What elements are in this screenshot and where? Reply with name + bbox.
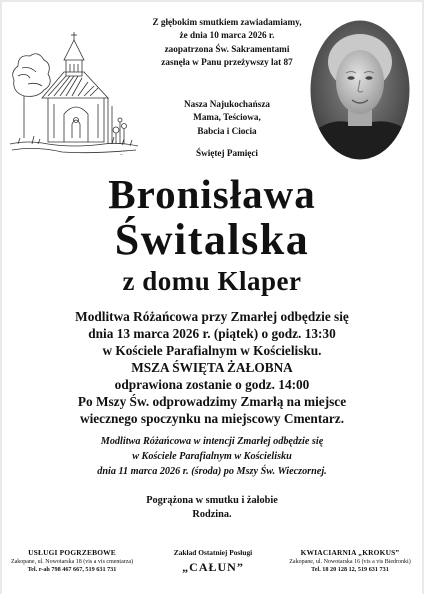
announcement-line: wiecznego spoczynku na miejscowy Cmentarz. xyxy=(79,411,345,426)
footer-right-address: Zakopane, ul. Nowotarska 16 (vis a vis Biedronki) xyxy=(289,559,411,565)
artist-signature: ~ xyxy=(120,153,123,158)
chapel-illustration xyxy=(8,26,140,158)
announcement-line: MSZA ŚWIĘTA ŻAŁOBNA xyxy=(131,360,293,375)
rosary-note xyxy=(22,435,402,479)
footer-left-phone: Tel. r-ah 798 467 667, 519 631 731 xyxy=(27,566,117,573)
relation-line: Babcia i Ciocia xyxy=(197,125,257,136)
relations-text xyxy=(152,98,302,138)
intro-line: zasnęła w Panu przeżywszy lat 87 xyxy=(161,57,293,68)
footer-funeral-services xyxy=(4,548,140,573)
footer-florist xyxy=(280,548,420,573)
rosary-line: dnia 11 marca 2026 r. (środa) po Mszy Św. Wieczornej. xyxy=(97,465,327,477)
announcement-line: w Kościele Parafialnym w Kościelisku. xyxy=(102,343,322,358)
intro-text xyxy=(142,16,312,70)
announcement-line: Po Mszy Św. odprowadzimy Zmarłą na miejsce xyxy=(77,394,347,409)
relation-line: Nasza Najukochańsza xyxy=(183,99,270,109)
intro-line: Z głębokim smutkiem zawiadamiamy, xyxy=(152,17,302,27)
footer-left-address: Zakopane, ul. Nowotarska 18 (vis a vis cmentarza) xyxy=(10,559,134,565)
intro-line: zaopatrzona Św. Sakramentami xyxy=(164,43,290,54)
portrait-photo xyxy=(308,18,412,162)
footer-middle-name: „CAŁUN” xyxy=(182,560,244,574)
first-name: Bronisława xyxy=(108,171,316,217)
footer-left-name: USŁUGI POGRZEBOWE xyxy=(28,548,116,557)
memory-text: Świętej Pamięci xyxy=(196,148,258,158)
maiden-name: z domu Klaper xyxy=(122,266,302,296)
rosary-line: Modlitwa Różańcowa w intencji Zmarłej odbędzie się xyxy=(100,436,324,447)
footer-right-phone: Tel. 18 20 128 12, 519 631 731 xyxy=(311,566,389,573)
relation-line: Mama, Teściowa, xyxy=(193,112,261,123)
intro-line: że dnia 10 marca 2026 r. xyxy=(179,30,275,41)
signature-line: Pogrążona w smutku i żałobie xyxy=(146,495,278,506)
footer-funeral-home xyxy=(148,548,278,575)
footer-right-name: KWIACIARNIA „KROKUS” xyxy=(300,548,400,557)
rosary-line: w Kościele Parafialnym w Kościelisku xyxy=(132,450,292,462)
obituary-sheet xyxy=(2,2,422,594)
funeral-announcement xyxy=(12,308,412,427)
family-signature xyxy=(62,494,362,522)
announcement-line: dnia 13 marca 2026 r. (piątek) o godz. 13:30 xyxy=(88,326,336,341)
footer-middle-label: Zakład Ostatniej Posługi xyxy=(173,548,253,557)
last-name: Świtalska xyxy=(114,215,310,264)
signature-line: Rodzina. xyxy=(192,508,232,520)
announcement-line: odprawiona zostanie o godz. 14:00 xyxy=(114,377,310,392)
announcement-line: Modlitwa Różańcowa przy Zmarłej odbędzie się xyxy=(75,309,349,324)
